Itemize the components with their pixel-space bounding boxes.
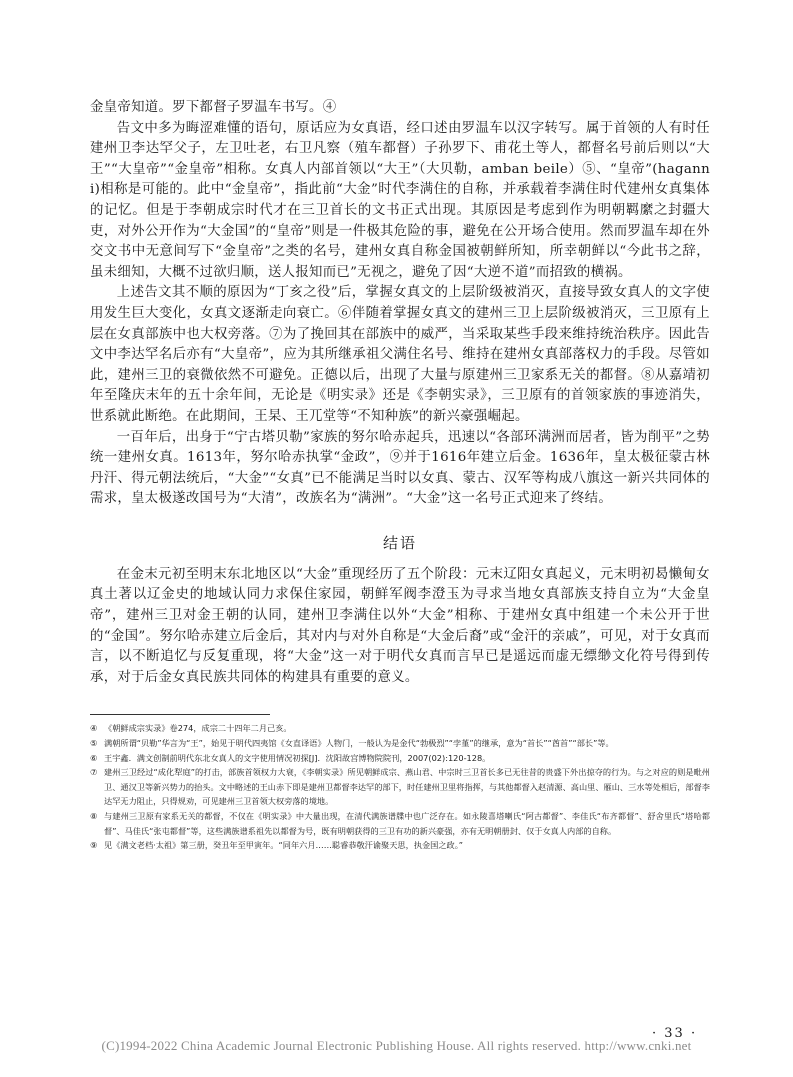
paragraph-continuation: 金皇帝知道。罗下都督子罗温车书写。④ bbox=[90, 100, 337, 115]
footnote-number: ⑥ bbox=[90, 752, 98, 763]
footnote bbox=[90, 751, 710, 766]
footnote-number: ⑧ bbox=[90, 811, 98, 821]
footnote bbox=[90, 736, 710, 751]
footnote-text: 王宇鑫．满文创制前明代东北女真人的文字使用情况初探[J]．沈阳故宫博物院院刊，2007(02):120-128。 bbox=[104, 752, 491, 763]
footnote bbox=[90, 721, 710, 736]
footnote-text: 《朝鲜成宗实录》卷274，成宗二十四年二月己亥。 bbox=[104, 723, 292, 734]
footnote-text: 与建州三卫原有家系无关的都督，不仅在《明实录》中大量出现，在清代满族谱牒中也广泛存在。如永陵喜塔喇氏“阿古都督”、李佳氏“布齐都督”、舒舍里氏“塔哈都督”、马佳氏“张屯都督”等，这些满族谱系祖先以都督为号，既有明朝获得的三卫有功的新兴豪强，亦有无明朝册封、仅于女真人内部的自称。 bbox=[104, 811, 710, 836]
paragraph-analysis: 告文中多为晦涩难懂的语句，原话应为女真语，经口述由罗温车以汉字转写。属于首领的人有时任建州卫李达罕父子，左卫吐老，右卫凡察（殖车都督）子孙罗下、甫花土等人，都督名号前后则以“大王”“大皇帝”“金皇帝”相称。女真人内部首领以“大王”（大贝勒，amban beile）⑤、“皇帝”(haganni)相称是可能的。此中“金皇帝”，指此前“大金”时代李满住的自称，并承载着李满住时代建州女真集体的记忆。但是于李朝成宗时代才在三卫首长的文书正式出现。其原因是考虑到作为明朝羁縻之封疆大吏，对外公开作为“大金国”的“皇帝”则是一件极其危险的事，避免在公开场合使用。然而罗温车却在外交文书中无意间写下“金皇帝”之类的名号，建州女真自称金国被朝鲜所知，所幸朝鲜以“今此书之辞，虽未细知，大概不过欲归顺，送人报知而已”无视之，避免了因“大逆不道”而招致的横祸。 bbox=[90, 120, 710, 280]
footnote bbox=[90, 809, 710, 838]
footnote-number: ⑤ bbox=[90, 738, 98, 749]
footnote-text: 见《满文老档·太祖》第三册，癸丑年至甲寅年。“同年六月……聪睿恭敬汗谕聚天思，执金国之政。” bbox=[104, 840, 464, 851]
footnote bbox=[90, 838, 710, 853]
footnote-number: ⑦ bbox=[90, 767, 98, 778]
footnote-text: 满朝所谓“贝勒”华言为“王”，始见于明代四夷馆《女直译语》人物门，一般认为是金代“勃极烈”“孛堇”的继承，意为“首长”“酋首”“部长”等。 bbox=[104, 738, 614, 749]
section-title: 结语 bbox=[382, 533, 417, 552]
paragraph-conclusion: 在金末元初至明末东北地区以“大金”重现经历了五个阶段：元末辽阳女真起义，元末明初曷懒甸女真土著以辽金史的地域认同力求保住家园，朝鲜军阀李澄玉为寻求当地女真部族支持自立为“大金皇帝”，建州三卫对金王朝的认同，建州卫李满住以外“大金”相称、于建州女真中组建一个未公开于世的“金国”。努尔哈赤建立后金后，其对内与对外自称是“大金后裔”或“金汗的亲戚”，可见，对于女真而言，以不断追忆与反复重现，将“大金”这一对于明代女真而言早已是遥远而虚无缥缈文化符号得到传承，对于后金女真民族共同体的构建具有重要的意义。 bbox=[90, 566, 710, 685]
footnotes bbox=[90, 721, 710, 852]
paragraph-qing: 一百年后，出身于“宁古塔贝勒”家族的努尔哈赤起兵，迅速以“各部环满洲而居者，皆为削平”之势统一建州女真。1613年，努尔哈赤执掌“金政”，⑨并于1616年建立后金。1636年，皇太极征蒙古林丹汗、得元朝法统后，“大金”“女真”已不能满足当时以女真、蒙古、汉军等构成八旗这一新兴共同体的需求，皇太极遂改国号为“大清”，改族名为“满洲”。“大金”这一名号正式迎来了终结。 bbox=[90, 429, 710, 507]
footnote-text: 建州三卫经过“成化犁庭”的打击，部族首领权力大衰，《李朝实录》所见朝鲜成宗、燕山君、中宗时三卫首长多已无往昔的贵盛下外出掠夺的行为。与之对应的则是毗州卫、通汉卫等新兴势力的抬头。文中略述的王山赤下即是建州卫都督李达罕的部下，时任建州卫里将指挥，与其他都督入赵清源、高山里、雁山、三水等处相后，部督李达罕无力阻止，只得规劝，可见建州三卫首领大权旁落的境地。 bbox=[104, 767, 710, 807]
footnote-divider bbox=[90, 714, 270, 715]
footnote-number: ④ bbox=[90, 723, 98, 734]
cnki-watermark: (C)1994-2022 China Academic Journal Electronic Publishing House. All rights reserved. http://www.cnki.net bbox=[101, 1038, 692, 1053]
page-number: · 33 · bbox=[652, 1026, 698, 1041]
footnote-number: ⑨ bbox=[90, 840, 98, 851]
footnote bbox=[90, 765, 710, 809]
page-content bbox=[90, 98, 710, 853]
paragraph-decline: 上述告文其不顺的原因为“丁亥之役”后，掌握女真文的上层阶级被消灭，直接导致女真人的文字使用发生巨大变化，女真文逐渐走向衰亡。⑥伴随着掌握女真文的建州三卫上层阶级被消灭，三卫原有上层在女真部族中也大权旁落。⑦为了挽回其在部族中的威严，当采取某些手段来维持统治秩序。因此告文中李达罕名后亦有“大皇帝”，应为其所继承祖父满住名号、维持在建州女真部落权力的手段。尽管如此，建州三卫的衰微依然不可避免。正德以后，出现了大量与原建州三卫家系无关的都督。⑧从嘉靖初年至隆庆末年的五十余年间，无论是《明实录》还是《李朝实录》，三卫原有的首领家族的事迹消失，世系就此断绝。在此期间，王杲、王兀堂等“不知种族”的新兴豪强崛起。 bbox=[90, 285, 710, 424]
